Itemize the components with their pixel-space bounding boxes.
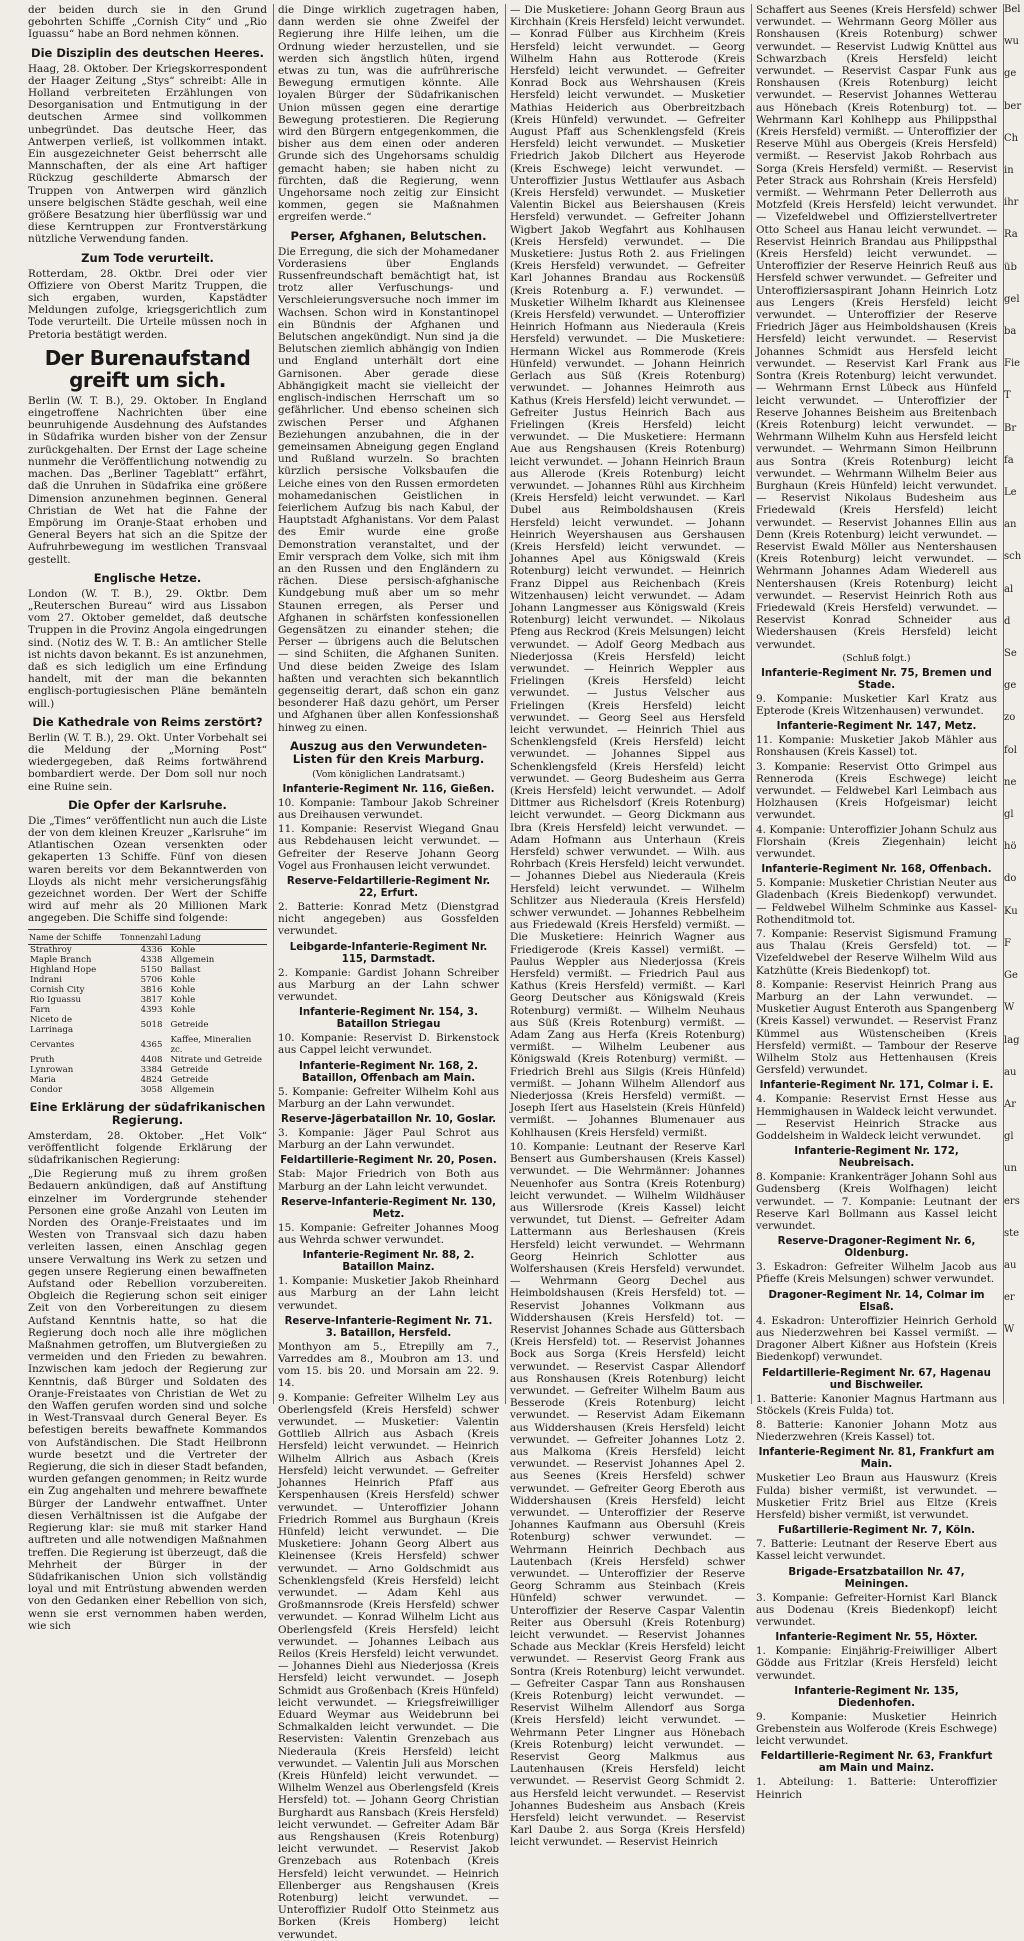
ship-cargo: Kohle	[170, 944, 196, 955]
regiment-heading: Feldartillerie-Regiment Nr. 63, Frankfurt am Main und Mainz.	[760, 1751, 993, 1775]
article-discipline: Haag, 28. Oktober. Der Kriegskorrespondent der Haager Zeitung „Stys“ schreibt: Alle in Holland verbreiteten Erzählungen von Desorganisation und Entmutigung in der deutschen Armee sind vollkommen unbegründet. Das deutsche Heer, das Antwerpen verließ, ist vollkommen intakt. Ein ausgezeichneter Geist beherrscht alle Mannschaften, der als eine Art haftiger Rückzug geschilderte Abmarsch der Truppen von Antwerpen wird gänzlich unsere belgischen Städte geschah, weil eine größere Besatzung hier überflüssig war und diese Kerntruppen zur Frontverstärkung nützliche Verwendung fanden.	[28, 62, 267, 246]
casualty-entries-col2	[278, 784, 499, 1941]
cutoff-line: Bel	[1004, 4, 1021, 15]
ship-name: Niceto de Larrinaga	[30, 1014, 74, 1035]
casualty-entry: 1. Batterie: Kanonier Magnus Hartmann aus Stöckels (Kreis Fulda) tot.	[756, 1392, 997, 1417]
cutoff-line: F	[1004, 937, 1011, 949]
cutoff-line: ihr	[1004, 197, 1019, 209]
cutoff-line: sch	[1004, 551, 1022, 563]
cutoff-line: do	[1004, 873, 1017, 885]
casualty-entry: 3. Kompanie: Jäger Paul Schrot aus Marburg an der Lahn verwundet.	[278, 1127, 499, 1152]
casualty-entry: 11. Kompanie: Reservist Wiegand Gnau aus Rebdehausen leicht verwundet. — Gefreiter der Reserve Johann Georg Vogel aus Fronhausen leicht verwundet.	[278, 823, 499, 872]
ship-row	[28, 995, 267, 1005]
cutoff-line: Ch	[1004, 132, 1019, 144]
regiment-heading: Brigade-Ersatzbataillon Nr. 47, Meiningen.	[788, 1566, 965, 1590]
ships-header-cargo: Ladung	[168, 929, 267, 944]
regiment-heading: Infanterie-Regiment Nr. 116, Gießen.	[282, 783, 495, 795]
casualty-entry: 7. Kompanie: Reservist Sigismund Framung aus Thalau (Kreis Gersfeld) tot. — Vizefeldwebel der Reserve Wilhelm Wild aus Katzhütte (Kreis Biedenkopf) tot.	[756, 928, 997, 977]
cutoff-line: Fie	[1004, 358, 1021, 370]
headline-english-agitation: Englische Hetze.	[93, 570, 202, 585]
casualty-text-block-3: Schaffert aus Seenes (Kreis Hersfeld) schwer verwundet. — Wehrmann Georg Möller aus Ronshausen (Kreis Rotenburg) schwer verwundet. — Reservist Ludwig Knüttel aus Schwarzbach (Kreis Hersfeld) leicht verwundet. — Reservist Caspar Funk aus Ronshausen (Kreis Rotenburg) leicht verwundet. — Reservist Johannes Wetterau aus Hönebach (Kreis Rotenburg) tot. — Wehrmann Karl Kohlhepp aus Philippsthal (Kreis Hersfeld) vermißt. — Unteroffizier der Reserve Mühl aus Obergeis (Kreis Hersfeld) vermißt. — Reservist Jakob Rohrbach aus Sorga (Kreis Hersfeld) vermißt. — Reservist Peter Strack aus Rohrshain (Kreis Hersfeld) vermißt. — Wehrmann Peter Dellerroth aus Motzfeld (Kreis Hersfeld) leicht verwundet. — Vizefeldwebel und Offizierstellvertreter Otto Scheel aus Hanau leicht verwundet. — Reservist Heinrich Brandau aus Philippsthal (Kreis Hersfeld) leicht verwundet. — Unteroffizier der Reserve Heinrich Reuß aus Hersfeld schwer verwundet. — Gefreiter und Unteroffiziersaspirant Johann Heinrich Lotz aus Lengers (Kreis Hersfeld) leicht verwundet. — Unteroffizier der Reserve Friedrich Jäger aus Heimboldshausen (Kreis Hersfeld) leicht verwundet. — Reservist Johannes Schmidt aus Hersfeld leicht verwundet. — Reservist Karl Frank aus Sontra (Kreis Rotenburg) leicht verwundet. — Wehrmann Ernst Lübeck aus Hünfeld leicht verwundet. — Unteroffizier der Reserve Johannes Beisheim aus Breitenbach (Kreis Rotenburg) leicht verwundet. — Wehrmann Wilhelm Kuhn aus Hersfeld leicht verwundet. — Wehrmann Simon Heilbrunn aus Sontra (Kreis Rotenburg) leicht verwundet. — Wehrmann Wilhelm Beier aus Burghaun (Kreis Hünfeld) leicht verwundet. — Reservist Nikolaus Budesheim aus Friedewald (Kreis Hersfeld) leicht verwundet. — Reservist Johannes Ellin aus Denn (Kreis Rotenburg) leicht verwundet. — Reservist Ewald Möller aus Nentershausen (Kreis Rotenburg) leicht verwundet. — Wehrmann Johannes Adam Wiederell aus Nentershausen (Kreis Rotenburg) leicht verwundet. — Reservist Heinrich Roth aus Friedewald (Kreis Hersfeld) verwundet. — Reservist Konrad Schneider aus Wiedershausen (Kreis Hersfeld) leicht verwundet.	[756, 4, 997, 651]
cutoff-line: W	[1004, 1002, 1015, 1014]
casualty-entry: Stab: Major Friedrich von Both aus Marburg an der Lahn leicht verwundet.	[278, 1168, 499, 1193]
cutoff-line: ge	[1004, 68, 1017, 80]
ship-row	[28, 965, 267, 975]
ship-name: Rio Iguassu	[30, 994, 82, 1005]
cutoff-line: Br	[1004, 422, 1017, 434]
casualty-entry: 9. Kompanie: Musketier Karl Kratz aus Epterode (Kreis Witzenhausen) verwundet.	[756, 692, 997, 717]
headline-karlsruhe-victims: Die Opfer der Karlsruhe.	[68, 797, 227, 812]
article-persians-afghans: Die Erregung, die sich der Mohamedaner Vorderasiens über Englands Russenfreundschaft bemächtigt hat, ist trotz aller Verfuschungs- und Verschleierungsversuche noch immer im Wachsen. Schon wird in Konstantinopel ein Bündnis der Afghanen und Belutschen angekündigt. Nun sind ja die Belutschen ziemlich abhängig von Indien und England unterhält dort eine Garnisonen. Aber gerade diese Abhängigkeit macht sie vielleicht der englisch-indischen Herrschaft um so gefährlicher. Und ebenso scheinen sich zwischen Perser und Afghanen Beziehungen anzubahnen, die in der gemeinsamen Abneigung gegen England und Rußland wurzeln. So brachten kürzlich persische Volksbaufen die Leiche eines von den Russen ermordeten mohamedanischen Geistlichen in feierlichem Aufzug bis nach Kabul, der Hauptstadt Afghanistans. Vor dem Palast des Emir wurde eine große Demonstration veranstaltet, und der Emir versprach dem Volke, sich mit ihm an den Russen und den Engländern zu rächen. Diese persisch-afghanische Kundgebung muß aber um so mehr Staunen erregen, als Perser und Afghanen in schärfsten konfessionellen Gegensätzen zu einander stehen; die Perser — übrigens auch die Belutschen — sind Schiiten, die Afghanen Suniten. Und diese beiden Zweige des Islam haßten und verachten sich bekanntlich gegenseitig derart, daß schon ein ganz besonderer Haß dazu gehört, um Perser und Afghanen über allen Konfessionshaß hinweg zu einen.	[278, 245, 499, 734]
casualty-entry: 8. Kompanie: Krankenträger Johann Sohl aus Gudensberg (Kreis Wolfhagen) leicht verwundet. — 7. Kompanie: Leutnant der Reserve Karl Bollmann aus Kassel leicht verwundet.	[756, 1171, 997, 1233]
regiment-heading: Infanterie-Regiment Nr. 168, Offenbach.	[761, 864, 992, 876]
casualty-entry: 1. Kompanie: Einjährig-Freiwilliger Albert Gödde aus Fritzlar (Kreis Hersfeld) leicht verwundet.	[756, 1645, 997, 1682]
regiment-heading: Infanterie-Regiment Nr. 88, 2. Bataillon Mainz.	[302, 1250, 475, 1274]
cutoff-line: ne	[1004, 776, 1017, 788]
ship-row	[28, 1075, 267, 1085]
ships-table	[28, 929, 267, 1095]
ship-cargo: Getreide	[170, 1019, 209, 1030]
regiment-heading: Infanterie-Regiment Nr. 55, Höxter.	[775, 1632, 978, 1644]
regiment-heading: Infanterie-Regiment Nr. 154, 3. Bataillon Striegau	[299, 1007, 478, 1031]
cutoff-line: zo	[1004, 712, 1016, 724]
cutoff-text	[1004, 4, 1024, 1337]
ship-row	[28, 1035, 267, 1055]
ship-tonnage: 5706	[140, 974, 163, 985]
cutoff-line: T	[1004, 390, 1011, 402]
regiment-heading: Reserve-Dragoner-Regiment Nr. 6, Oldenburg.	[777, 1236, 976, 1260]
ship-name: Lynrowan	[30, 1064, 74, 1075]
article-boer-uprising: Berlin (W. T. B.), 29. Oktober. In England eingetroffene Nachrichten über eine beunruhigende Ausdehnung des Aufstandes in Südafrika wurden bisher von der Zensur zurückgehalten. Der Ernst der Lage scheine nunmehr die Veröffentlichung notwendig zu machen. Das „Berliner Tageblatt“ erfährt, daß die Unruhen in Südafrika eine größere Dimension anzunehmen beginnen. General Christian de Wet hat die Fahne der Empörung im Oranje-Staat erhoben und General Beyers hat sich an die Spitze der Aufruhrbewegung im westlichen Transvaal gestellt.	[28, 394, 267, 566]
cutoff-line: W	[1004, 1324, 1015, 1336]
ship-row	[28, 985, 267, 995]
casualty-entry: 10. Kompanie: Reservist D. Birkenstock aus Cappel leicht verwundet.	[278, 1032, 499, 1057]
cutoff-line: un	[1004, 1163, 1017, 1175]
casualty-entry: 7. Batterie: Leutnant der Reserve Ebert aus Kassel leicht verwundet.	[756, 1538, 997, 1563]
casualty-entry: 2. Batterie: Konrad Metz (Dienstgrad nicht angegeben) aus Gossfelden verwundet.	[278, 901, 499, 938]
ship-row	[28, 1015, 267, 1035]
ship-cargo: Ballast	[170, 964, 201, 975]
ship-row	[28, 955, 267, 965]
regiment-heading: Feldartillerie-Regiment Nr. 67, Hagenau und Bischweiler.	[762, 1367, 991, 1391]
column-1	[24, 4, 274, 1632]
ships-table-header	[28, 929, 267, 944]
column-2	[274, 4, 506, 1941]
ship-name: Condor	[30, 1084, 63, 1095]
regiment-heading: Infanterie-Regiment Nr. 75, Bremen und Stade.	[761, 667, 992, 691]
article-death-sentence: Rotterdam, 28. Oktbr. Drei oder vier Offiziere von Oberst Maritz Truppen, die sich ergaben, wurden, Kapstädter Meldungen zufolge, kriegsgerichtlich zum Tode verurteilt. Die Urteile müssen noch in Pretoria bestätigt werden.	[28, 267, 267, 341]
casualty-entry: 4. Eskadron: Unteroffizier Heinrich Gerhold aus Niederzwehren bei Kassel vermißt. — Dragoner Albert Kißner aus Hofstein (Kreis Biedenkopf) verwundet.	[756, 1314, 997, 1364]
headline-boer-uprising: Der Burenaufstand greift um sich.	[44, 345, 251, 392]
regiment-heading: Reserve-Feldartillerie-Regiment Nr. 22, Erfurt.	[286, 876, 491, 899]
ship-row	[28, 1005, 267, 1015]
regiment-heading: Reserve-Jägerbataillon Nr. 10, Goslar.	[281, 1114, 496, 1126]
cutoff-line: üb	[1004, 261, 1017, 273]
ships-header-name: Name der Schiffe	[28, 929, 119, 944]
regiment-heading: Leibgarde-Infanterie-Regiment Nr. 115, Darmstadt.	[289, 941, 488, 965]
cutoff-line: fa	[1004, 454, 1014, 466]
ship-row	[28, 975, 267, 985]
ships-header-tonnage: Tonnenzahl	[119, 929, 169, 944]
casualty-entry: 3. Kompanie: Reservist Otto Grimpel aus Renneroda (Kreis Eschwege) leicht verwundet. — Feldwebel Karl Leimbach aus Holzhausen (Kreis Hofgeismar) leicht verwundet.	[756, 760, 997, 822]
regiment-heading: Dragoner-Regiment Nr. 14, Colmar im Elsaß.	[768, 1289, 985, 1313]
cutoff-line: Ar	[1004, 1098, 1017, 1110]
ship-cargo: Kohle	[170, 984, 196, 995]
ship-cargo: Kohle	[170, 1004, 196, 1015]
cutoff-line: au	[1004, 1066, 1017, 1078]
regiment-heading: Reserve-Infanterie-Regiment Nr. 71. 3. Bataillon, Hersfeld.	[284, 1315, 493, 1339]
ship-cargo: Allgemein	[170, 954, 215, 965]
casualty-entry: 3. Eskadron: Gefreiter Wilhelm Jacob aus Pfieffe (Kreis Melsungen) schwer verwundet.	[756, 1261, 997, 1286]
casualty-entry: Musketier Leo Braun aus Hauswurz (Kreis Fulda) bisher vermißt, ist verwundet. — Musketier Fritz Briel aus Eltze (Kreis Hersfeld) bisher vermißt, ist verwundet.	[756, 1472, 997, 1521]
ship-tonnage: 3058	[140, 1084, 163, 1095]
regiment-heading: Infanterie-Regiment Nr. 168, 2. Bataillon, Offenbach am Main.	[299, 1060, 478, 1084]
article-declaration-intro: Amsterdam, 28. Oktober. „Het Volk“ veröffentlicht folgende Erklärung der südafrikanischen Regierung:	[28, 1129, 267, 1166]
cutoff-line: Ge	[1004, 970, 1018, 982]
article-declaration-continued: die Dinge wirklich zugetragen haben, dann werden sie ohne Zweifel der Regierung ihre Hilfe leihen, um die Ordnung wieder herzustellen, und sie werden sich ängstlich hüten, irgend etwas zu tun, was die aufrührerische Bewegung ermutigen könnte. Alle loyalen Bürger der Südafrikanischen Union müssen gegen eine derartige Bewegung protestieren. Die Regierung wird den Bürgern entgegenkommen, die bisher aus dem einen oder anderen Grunde sich des Ungehorsams schuldig gemacht haben; sie haben nicht zu fürchten, daß die Regierung, wenn Ungehorsame noch zeitig zur Einsicht kommen, gegen sie Maßnahmen ergreifen werde.“	[278, 4, 499, 224]
cutoff-line: Ra	[1004, 229, 1018, 241]
article-karlsruhe-victims: Die „Times“ veröffentlicht nun auch die Liste der von dem kleinen Kreuzer „Karlsruhe“ im Atlantischen Ozean versenkten oder gekaperten 13 Schiffe. Fünf von diesen waren bereits vor dem Bekanntwerden von Lloyds als nicht mehr versicherungsfähig gezeichnet worden. Der Wert der Schiffe wird auf mehr als 20 Millionen Mark angegeben. Die Schiffe sind folgende:	[28, 814, 267, 925]
casualty-entry: 5. Kompanie: Musketier Christian Neuter aus Gladenbach (Kreis Biedenkopf) verwundet. — Feldwebel Wilhelm Schminke aus Kassel-Rothenditmold tot.	[756, 877, 997, 926]
casualty-text-block-2: 10. Kompanie: Leutnant der Reserve Karl Bensert aus Gumbershausen (Kreis Kassel) verwundet. — Die Wehrmänner: Johannes Neuenhofer aus Sontra (Kreis Rotenburg) leicht verwundet. — Wilhelm Wildhäuser aus Willersrode (Kreis Kassel) leicht verwundet, tut Dienst. — Gefreiter Adam Lattermann aus Berleshausen (Kreis Hersfeld) leicht verwundet. — Wehrmann Georg Heinrich Schlotter aus Wolfershausen (Kreis Hersfeld) verwundet. — Wehrmann Georg Dechel aus Heimboldshausen (Kreis Hersfeld) tot. — Reservist Johannes Volkmann aus Widdershausen (Kreis Hersfeld) tot. — Reservist Johannes Schade aus Güttersbach (Kreis Hersfeld) tot. — Reservist Johannes Bock aus Sorga (Kreis Hersfeld) leicht verwundet. — Reservist Caspar Allendorf aus Ronshausen (Kreis Rotenburg) leicht verwundet. — Gefreiter Wilhelm Baum aus Besserode (Kreis Rotenburg) leicht verwundet. — Reservist Adam Eikemann aus Widdershausen (Kreis Hersfeld) leicht verwundet. — Gefreiter Johannes Lotz 2. aus Malkoma (Kreis Hersfeld) leicht verwundet. — Reservist Johannes Apel 2. aus Seenes (Kreis Hersfeld) schwer verwundet. — Gefreiter Georg Eberoth aus Widdershausen (Kreis Hersfeld) leicht verwundet. — Unteroffizier der Reserve Johannes Kaufmann aus Obersuhl (Kreis Rotenburg) schwer verwundet. — Wehrmann Heinrich Dechbach aus Lautenbach (Kreis Hersfeld) schwer verwundet. — Unteroffizier der Reserve Georg Schramm aus Steinbach (Kreis Hünfeld) schwer verwundet. — Unteroffizier der Reserve Caspar Valentin Reiter aus Obersuhl (Kreis Rotenburg) leicht verwundet. — Reservist Johannes Schade aus Mecklar (Kreis Hersfeld) leicht verwundet. — Reservist Georg Frank aus Sontra (Kreis Rotenburg) leicht verwundet. — Gefreiter Caspar Tann aus Ronshausen (Kreis Rotenburg) leicht verwundet. — Reservist Wilhelm Allendorf aus Sorga (Kreis Hersfeld) leicht verwundet. — Wehrmann Peter Lingner aus Hönebach (Kreis Rotenburg) leicht verwundet. — Reservist Georg Malkmus aus Lautenhausen (Kreis Hersfeld) leicht verwundet. — Reservist Georg Schmidt 2. aus Hersfeld leicht verwundet. — Reservist Johannes Budesheim aus Ansbach (Kreis Hersfeld) leicht verwundet. — Reservist Karl Daube 2. aus Sorga (Kreis Hersfeld) leicht verwundet. — Reservist Heinrich	[510, 1140, 745, 1849]
cutoff-line: Ku	[1004, 905, 1018, 917]
cutoff-line: gel	[1004, 293, 1020, 305]
ship-name: Pruth	[30, 1054, 55, 1065]
cutoff-line: in	[1004, 165, 1014, 177]
ship-row	[28, 944, 267, 955]
casualty-entry: 2. Kompanie: Gardist Johann Schreiber aus Marburg an der Lahn schwer verwundet.	[278, 966, 499, 1004]
ship-name: Cornish City	[30, 984, 85, 995]
column-5-cutoff	[1004, 4, 1024, 1404]
ship-tonnage: 4336	[140, 944, 163, 955]
casualty-entry: 5. Kompanie: Gefreiter Wilhelm Kohl aus Marburg an der Lahn verwundet.	[278, 1085, 499, 1110]
cutoff-line: ste	[1004, 1227, 1020, 1239]
ship-cargo: Allgemein	[170, 1084, 215, 1095]
intro-paragraph: der beiden durch sie in den Grund gebohrten Schiffe „Cornish City“ und „Rio Iguassu“ habe an Bord nehmen können.	[28, 4, 267, 41]
cutoff-line: d	[1004, 615, 1011, 627]
casualty-entry: 4. Kompanie: Unteroffizier Johann Schulz aus Florshain (Kreis Ziegenhain) leicht verwundet.	[756, 823, 997, 860]
article-declaration-text: „Die Regierung muß zu ihrem großen Bedauern ankündigen, daß auf Anstiftung einzelner im Vordergrunde stehender Personen eine große Anzahl von Leuten im Norden des Oranje-Freistaates und im Westen von Transvaal sich dazu haben verleiten lassen, einen Anschlag gegen unsere Verwaltung ins Werk zu setzen und gegen unsere Regierung einen bewaffneten Aufstand oder Rebellion vorzubereiten. Obgleich die Regierung schon seit einiger Zeit von den Vorbereitungen zu diesem Aufstand Kenntnis hatte, so hat die Regierung doch noch alle ihre möglichen Maßnahmen getroffen, um Blutvergießen zu vermeiden und den Frieden zu bewahren. Inzwischen kam jedoch der Regierung zur Kenntnis, daß Bürger und Soldaten des Oranje-Freistaates von Christian de Wet zu den Waffen gerufen worden sind und solche in West-Transvaal durch General Beyer. Es befestigen bereits bewaffnete Kommandos von Aufständischen. Die Stadt Heilbronn wurde besetzt und die Vertreter der Regierung, die sich in dieser Stadt befanden, wurden gefangen genommen; in Reitz wurde ein Zug angehalten und mehrere bewaffnete Bürger der Landwehr entwaffnet. Unter diesen Verhältnissen ist die Aufgabe der Regierung klar: sie muß mit starker Hand auftreten und alle notwendigen Maßnahmen treffen. Die Regierung ist überzeugt, daß die Mehrheit der Bürger in der Südafrikanischen Union sich vollständig loyal und mit Entrüstung abwenden werden von den Gedanken einer Rebellion von sich, wenn sie erst vernommen haben werden, wie sich	[28, 1168, 267, 1632]
headline-south-african-declaration: Eine Erklärung der südafrikanischen Regierung.	[29, 1099, 266, 1127]
casualty-text-block-1: — Die Musketiere: Johann Georg Braun aus Kirchhain (Kreis Hersfeld) leicht verwundet. — Konrad Fülber aus Kirchheim (Kreis Hersfeld) leicht verwundet. — Georg Wilhelm Hahn aus Rotterode (Kreis Hersfeld) leicht verwundet. — Gefreiter Konrad Bock aus Wehrshausen (Kreis Hersfeld) leicht verwundet. — Musketier Mathias Heiderich aus Oberbreitzbach (Kreis Hünfeld) verwundet. — Gefreiter August Pfaff aus Schenklengsfeld (Kreis Hersfeld) leicht verwundet. — Musketier Friedrich Jakob Dilchert aus Heyerode (Kreis Eschwege) leicht verwundet. — Unteroffizier Justus Wettlaufer aus Asbach (Kreis Hersfeld) verwundet. — Musketier Valentin Bickel aus Beiershausen (Kreis Hersfeld) verwundet. — Gefreiter Johann Wigbert Jakob Wegfahrt aus Kohlhausen (Kreis Hersfeld) verwundet. — Die Musketiere: Justus Roth 2. aus Frielingen (Kreis Hersfeld) verwundet. — Gefreiter Karl Johannes Brandau aus Rockensüß (Kreis Rotenburg a. F.) verwundet. — Musketier Wilhelm Ikhardt aus Kleinensee (Kreis Hersfeld) verwundet. — Unteroffizier Heinrich Hofmann aus Niederaula (Kreis Hersfeld) verwundet. — Die Musketiere: Hermann Wickel aus Rommerode (Kreis Hünfeld) verwundet. — Johann Heinrich Gerlach aus Süß (Kreis Rotenburg) verwundet. — Johannes Heimroth aus Kathus (Kreis Hersfeld) leicht verwundet. — Gefreiter Justus Heinrich Bach aus Frielingen (Kreis Hersfeld) leicht verwundet. — Die Musketiere: Hermann Aue aus Rengshausen (Kreis Rotenburg) leicht verwundet. — Johann Heinrich Braun aus Allerode (Kreis Rotenburg) leicht verwundet. — Johannes Rühl aus Kirchheim (Kreis Hersfeld) leicht verwundet. — Karl Dubel aus Reimboldshausen (Kreis Hersfeld) leicht verwundet. — Johann Heinrich Weyershausen aus Gershausen (Kreis Hersfeld) leicht verwundet. — Johannes Apel aus Königswald (Kreis Rotenburg) leicht verwundet. — Heinrich Franz Dippel aus Reichenbach (Kreis Witzenhausen) leicht verwundet. — Adam Johann Langmesser aus Königswald (Kreis Rotenburg) leicht verwundet. — Nikolaus Pfeng aus Reckrod (Kreis Melsungen) leicht verwundet. — Adolf Georg Medbach aus Niederjossa (Kreis Hersfeld) leicht verwundet. — Heinrich Weppler aus Frielingen (Kreis Hersfeld) leicht verwundet. — Justus Velscher aus Frielingen (Kreis Hersfeld) leicht verwundet. — Georg Seel aus Hersfeld leicht verwundet. — Heinrich Thiel aus Schenklengsfeld (Kreis Hersfeld) leicht verwundet. — Johannes Sippel aus Schenklengsfeld (Kreis Hersfeld) leicht verwundet. — Georg Budesheim aus Gerra (Kreis Hersfeld) leicht verwundet. — Adolf Dittmer aus Richelsdorf (Kreis Rotenburg) leicht verwundet. — Georg Dickmann aus Ibra (Kreis Hersfeld) leicht verwundet. — Adam Hofmann aus Unterhaun (Kreis Hersfeld) schwer verwundet. — Wilh. aus Rohrbach (Kreis Hersfeld) leicht verwundet. — Johannes Diebel aus Niederaula (Kreis Hersfeld) leicht verwundet. — Wilhelm Schlitzer aus Niederaula (Kreis Hersfeld) schwer verwundet. — Johannes Rebbelheim aus Friedewald (Kreis Hersfeld) vermißt. — Die Musketiere: Heinrich Wagner aus Friedigerode (Kreis Kassel) vermißt. — Paulus Weppler aus Niederjossa (Kreis Hersfeld) vermißt. — Friedrich Paul aus Kathus (Kreis Hersfeld) vermißt. — Karl Georg Deutscher aus Königswald (Kreis Rotenburg) vermißt. — Wilhelm Neuhaus aus Süß (Kreis Rotenburg) vermißt. — Adam Zang aus Herfa (Kreis Rotenburg) vermißt. — Wilhelm Leubener aus Königswald (Kreis Rotenburg) vermißt. — Friedrich Brehl aus Silgis (Kreis Hünfeld) vermißt. — Johann Wilhelm Allendorf aus Niederjossa (Kreis Hersfeld) vermißt. — Joseph Iſert aus Haselstein (Kreis Hünfeld) vermißt. — Johannes Blumenauer aus Kohlhausen (Kreis Hersfeld) vermißt.	[510, 4, 745, 1139]
regiment-heading: Infanterie-Regiment Nr. 171, Colmar i. E.	[759, 1080, 994, 1092]
cutoff-line: au	[1004, 1259, 1017, 1271]
casualty-entry: Monthyon am 5., Etrepilly am 7., Varreddes am 8., Moubron am 13. und vom 15. bis 20. und Morsain am 22. 9. 14.	[278, 1340, 499, 1390]
cutoff-line: ge	[1004, 680, 1017, 692]
casualty-entry: 3. Kompanie: Gefreiter-Hornist Karl Blanck aus Dodenau (Kreis Biedenkopf) leicht verwundet.	[756, 1591, 997, 1628]
ship-name: Indrani	[30, 974, 62, 985]
casualty-entry: 11. Kompanie: Musketier Jakob Mähler aus Ronshausen (Kreis Kassel) tot.	[756, 734, 997, 759]
casualty-entry: 9. Kompanie: Musketier Heinrich Grebenstein aus Wolferode (Kreis Eschwege) leicht verwundet.	[756, 1710, 997, 1748]
headline-persians-afghans: Perser, Afghanen, Belutschen.	[290, 228, 487, 243]
regiment-heading: Reserve-Infanterie-Regiment Nr. 130, Metz.	[281, 1196, 496, 1220]
ship-tonnage: 3384	[140, 1064, 163, 1075]
ship-tonnage: 5150	[140, 964, 163, 975]
ship-name: Maria	[30, 1074, 56, 1085]
ship-tonnage: 5018	[140, 1019, 163, 1030]
ship-tonnage: 4365	[140, 1039, 163, 1050]
ship-row	[28, 1085, 267, 1095]
regiment-heading: Feldartillerie-Regiment Nr. 20, Posen.	[280, 1155, 497, 1167]
casualty-entry: 1. Kompanie: Musketier Jakob Rheinhard aus Marburg an der Lahn leicht verwundet.	[278, 1275, 499, 1312]
cutoff-line: gl	[1004, 1131, 1014, 1143]
regiment-heading: Infanterie-Regiment Nr. 172, Neubreisach.	[794, 1146, 959, 1170]
headline-discipline: Die Disziplin des deutschen Heeres.	[31, 45, 264, 60]
regiment-heading: Infanterie-Regiment Nr. 147, Metz.	[776, 721, 977, 733]
casualty-entries-col4	[756, 668, 997, 1801]
column-4	[752, 4, 1004, 1801]
casualty-list-source: (Vom königlichen Landratsamt.)	[312, 768, 465, 780]
ship-tonnage: 4338	[140, 954, 163, 965]
ship-cargo: Kohle	[170, 994, 196, 1005]
column-3	[506, 4, 752, 1849]
casualty-entry: 15. Kompanie: Gefreiter Johannes Moog aus Wehrda schwer verwundet.	[278, 1221, 499, 1247]
ship-cargo: Getreide	[170, 1074, 209, 1085]
cutoff-line: an	[1004, 519, 1017, 531]
casualty-entry: 8. Kompanie: Reservist Heinrich Prang aus Marburg an der Lahn verwundet. — Musketier August Enteroth aus Spangenberg (Kreis Kassel) verwundet. — Reservist Franz Kümmel aus Wüstenscheiben (Kreis Hersfeld) vermißt. — Tambour der Reserve Wilhelm Stolz aus Hettenhausen (Kreis Gersfeld) verwundet.	[756, 978, 997, 1077]
ship-row	[28, 1065, 267, 1075]
ship-tonnage: 4824	[140, 1074, 163, 1085]
ship-row	[28, 1055, 267, 1065]
cutoff-line: fol	[1004, 744, 1017, 756]
ship-name: Highland Hope	[30, 964, 97, 975]
casualty-entry: 4. Kompanie: Reservist Ernst Hesse aus Hemmighausen in Waldeck leicht verwundet. — Reservist Heinrich Stracke aus Goddelsheim in Waldeck leicht verwundet.	[756, 1093, 997, 1143]
ship-name: Maple Branch	[30, 954, 92, 965]
cutoff-line: hö	[1004, 841, 1017, 853]
ship-name: Cervantes	[30, 1039, 75, 1050]
ship-cargo: Getreide	[170, 1064, 209, 1075]
headline-death-sentence: Zum Tode verurteilt.	[81, 250, 214, 265]
ship-tonnage: 3817	[140, 994, 163, 1005]
ship-name: Farn	[30, 1004, 51, 1015]
casualty-entry: 10. Kompanie: Tambour Jakob Schreiner aus Dreihausen verwundet.	[278, 796, 499, 821]
article-english-agitation: London (W. T. B.), 29. Oktbr. Dem „Reuterschen Bureau“ wird aus Lissabon vom 27. Oktober gemeldet, daß deutsche Truppen in die Provinz Angola eingedrungen sind. (Notiz des W. T. B.: An amtlicher Stelle ist nichts davon bekannt. Es ist anzunehmen, daß es sich lediglich um eine Erfindung handelt, mit der man die bekannten englisch-portugiesischen Pläne bemänteln will.)	[28, 587, 267, 710]
ship-cargo: Kaffee, Mineralien zc.	[170, 1034, 252, 1055]
headline-reims-cathedral: Die Kathedrale von Reims zerstört?	[32, 714, 263, 729]
cutoff-line: al	[1004, 583, 1014, 595]
article-reims-cathedral: Berlin (W. T. B.), 29. Okt. Unter Vorbehalt sei die Meldung der „Morning Post“ wiedergegeben, daß Reims fortwährend bombardiert werde. Der Dom soll nur noch eine Ruine sein.	[28, 731, 267, 793]
cutoff-line: wu	[1004, 36, 1019, 48]
cutoff-line: ber	[1004, 100, 1022, 112]
casualty-entry: 1. Abteilung: 1. Batterie: Unteroffizier Heinrich	[756, 1776, 997, 1801]
cutoff-line: ers	[1004, 1195, 1020, 1207]
regiment-heading: Fußartillerie-Regiment Nr. 7, Köln.	[778, 1525, 975, 1537]
ship-tonnage: 4393	[140, 1004, 163, 1015]
ship-name: Strathroy	[30, 944, 72, 955]
ship-tonnage: 4408	[140, 1054, 163, 1065]
regiment-heading: Infanterie-Regiment Nr. 81, Frankfurt am Main.	[758, 1447, 995, 1471]
cutoff-line: Le	[1004, 487, 1017, 499]
cutoff-line: lag	[1004, 1034, 1020, 1046]
ship-cargo: Nitrate und Getreide	[170, 1054, 262, 1065]
to-be-continued-note: (Schluß folgt.)	[842, 652, 911, 664]
cutoff-line: gl	[1004, 809, 1014, 821]
regiment-heading: Infanterie-Regiment Nr. 135, Diedenhofen.	[794, 1685, 959, 1709]
casualty-entry: 8. Batterie: Kanonier Johann Motz aus Niederzwehren (Kreis Kassel) tot.	[756, 1418, 997, 1444]
headline-casualty-lists: Auszug aus den Verwundeten-Listen für den Kreis Marburg.	[289, 738, 488, 766]
cutoff-line: ba	[1004, 326, 1017, 338]
cutoff-line: Se	[1004, 648, 1017, 660]
cutoff-line: er	[1004, 1292, 1015, 1304]
ship-tonnage: 3816	[140, 984, 163, 995]
ship-cargo: Kohle	[170, 974, 196, 985]
casualty-entry: 9. Kompanie: Gefreiter Wilhelm Ley aus Oberlengsfeld (Kreis Hersfeld) schwer verwundet. — Musketier: Valentin Gottlieb Allrich aus Asbach (Kreis Hersfeld) leicht verwundet. — Heinrich Wilhelm Allrich aus Asbach (Kreis Hersfeld) leicht verwundet. — Gefreiter Johannes Heinrich Pfaff aus Kerspenhausen (Kreis Hersfeld) schwer verwundet. — Unteroffizier Johann Friedrich Rommel aus Burghaun (Kreis Hünfeld) leicht verwundet. — Die Musketiere: Johann Georg Albert aus Kleinensee (Kreis Hersfeld) schwer verwundet. — Arno Goldschmidt aus Schenklengsfeld (Kreis Hersfeld) leicht verwundet. — Adam Kehl aus Großmannsrode (Kreis Hersfeld) schwer verwundet. — Konrad Wilhelm Licht aus Oberlengsfeld (Kreis Hersfeld) leicht verwundet. — Johannes Leibach aus Reilos (Kreis Hersfeld) leicht verwundet. — Johannes Diehl aus Niederjossa (Kreis Hersfeld) leicht verwundet. — Joseph Schmidt aus Großenbach (Kreis Hünfeld) leicht verwundet. — Kriegsfreiwilliger Eduard Weymar aus Weidebrunn bei Schmalkalden leicht verwundet. — Die Reservisten: Valentin Grenzebach aus Niederaula (Kreis Hersfeld) leicht verwundet. — Valentin Juli aus Morschen (Kreis Hünfeld) leicht verwundet. — Wilhelm Wenzel aus Oberlengsfeld (Kreis Hersfeld) tot. — Johann Georg Christian Burghardt aus Ransbach (Kreis Hersfeld) leicht verwundet. — Gefreiter Adam Bär aus Rengshausen (Kreis Rotenburg) leicht verwundet. — Reservist Jakob Grenzebach aus Rotenbach (Kreis Hersfeld) leicht verwundet. — Heinrich Ellenberger aus Rengshausen (Kreis Rotenburg) leicht verwundet. — Unteroffizier Rudolf Otto Steinmetz aus Borken (Kreis Homberg) leicht verwundet.	[278, 1391, 499, 1941]
